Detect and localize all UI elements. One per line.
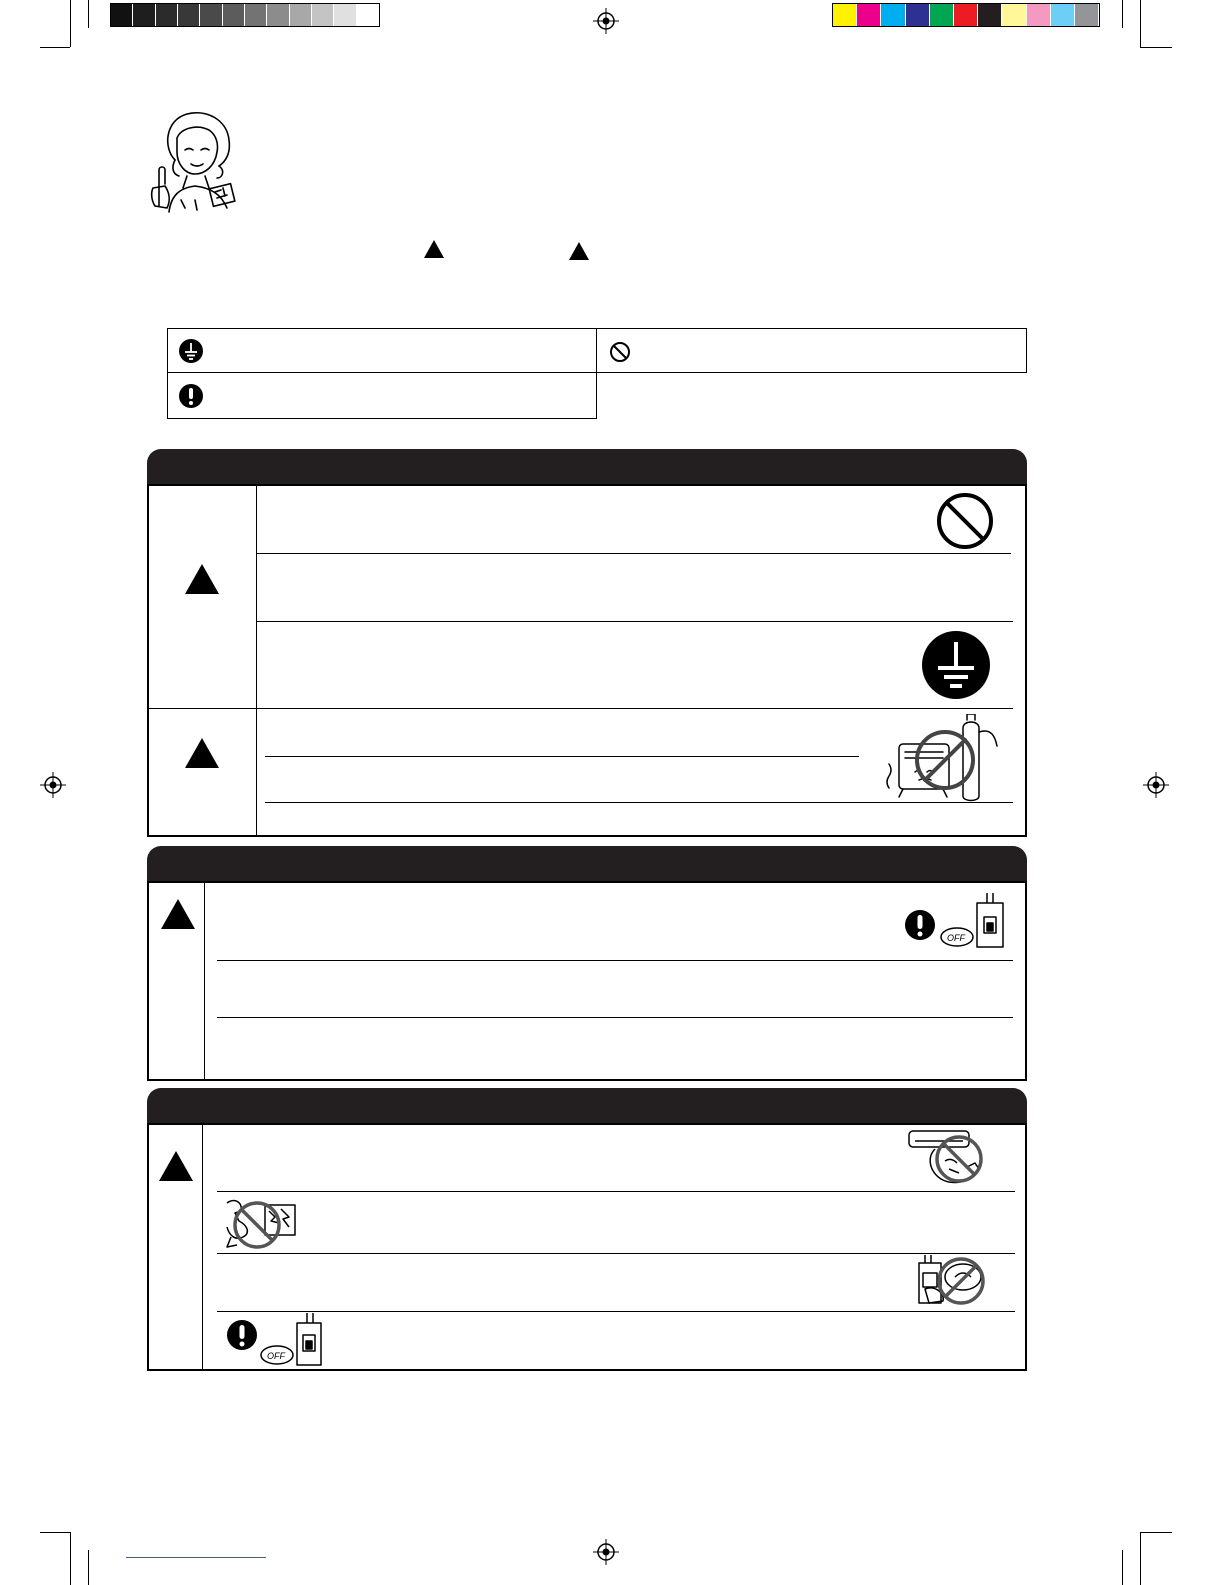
gray-swatch bbox=[290, 4, 312, 26]
exclamation-icon bbox=[179, 384, 203, 408]
gray-swatch bbox=[334, 4, 356, 26]
crop-mark bbox=[40, 1532, 70, 1533]
color-swatch bbox=[954, 4, 978, 26]
row-divider bbox=[257, 708, 1013, 709]
section-body-1 bbox=[147, 484, 1027, 837]
gray-swatch bbox=[357, 4, 379, 26]
no-hanging-on-unit-icon bbox=[905, 1127, 995, 1189]
no-fingers-in-outlet-icon bbox=[221, 1197, 301, 1253]
color-swatch bbox=[930, 4, 954, 26]
registration-target-icon bbox=[593, 8, 619, 34]
row-divider bbox=[217, 1191, 1015, 1192]
color-swatch bbox=[857, 4, 881, 26]
gray-swatch bbox=[312, 4, 334, 26]
row-divider bbox=[265, 756, 859, 757]
section-header-3 bbox=[147, 1088, 1027, 1124]
legend-cell-earth bbox=[167, 328, 597, 373]
color-swatch bbox=[978, 4, 1002, 26]
registration-target-icon bbox=[1143, 772, 1169, 798]
warning-triangle-icon bbox=[159, 1151, 193, 1181]
crop-mark bbox=[40, 47, 70, 48]
section-body-2 bbox=[147, 881, 1027, 1081]
row-divider bbox=[257, 621, 1013, 622]
color-swatch bbox=[1027, 4, 1051, 26]
exclamation-icon bbox=[227, 1320, 257, 1350]
crop-mark bbox=[1122, 0, 1123, 28]
row-divider bbox=[217, 1017, 1013, 1018]
grayscale-calibration-bar bbox=[110, 3, 380, 27]
crop-mark bbox=[88, 0, 89, 28]
crop-mark bbox=[1140, 47, 1172, 48]
crop-mark bbox=[88, 1550, 89, 1585]
warning-triangle-icon bbox=[424, 240, 444, 258]
legend-cell-prohibited bbox=[596, 328, 1027, 373]
gray-swatch bbox=[245, 4, 267, 26]
color-swatch bbox=[833, 4, 857, 26]
breaker-off-icon bbox=[259, 1311, 329, 1369]
color-swatch bbox=[881, 4, 905, 26]
warning-triangle-icon bbox=[161, 899, 195, 929]
crop-mark bbox=[1122, 1550, 1123, 1585]
gray-swatch bbox=[223, 4, 245, 26]
gray-swatch bbox=[178, 4, 200, 26]
row-divider bbox=[257, 553, 1011, 554]
svg-text:OFF: OFF bbox=[267, 1351, 285, 1361]
color-calibration-bar bbox=[832, 3, 1100, 27]
crop-mark bbox=[1140, 1532, 1172, 1533]
warning-triangle-icon bbox=[569, 242, 589, 260]
legend-cell-mandatory bbox=[167, 372, 597, 419]
earth-ground-icon bbox=[921, 630, 991, 700]
color-swatch bbox=[906, 4, 930, 26]
exclamation-icon bbox=[905, 910, 935, 940]
crop-mark bbox=[1140, 1532, 1141, 1585]
gas-cylinder-prohibited-icon bbox=[879, 714, 1004, 804]
warning-triangle-icon bbox=[185, 564, 219, 594]
footer-rule bbox=[126, 1557, 266, 1558]
earth-ground-icon bbox=[179, 339, 203, 363]
color-swatch bbox=[1051, 4, 1075, 26]
gray-swatch bbox=[111, 4, 133, 26]
symbol-legend-table bbox=[167, 328, 1027, 419]
color-swatch bbox=[1002, 4, 1026, 26]
woman-pointing-icon bbox=[145, 108, 245, 213]
row-divider bbox=[217, 1311, 1015, 1312]
prohibited-icon bbox=[609, 341, 631, 363]
crop-mark bbox=[1140, 0, 1141, 47]
gray-swatch bbox=[267, 4, 289, 26]
section-header-1 bbox=[147, 449, 1027, 485]
breaker-off-icon bbox=[939, 891, 1009, 951]
crop-mark bbox=[70, 0, 71, 47]
no-wet-hands-breaker-icon bbox=[911, 1253, 991, 1311]
gray-swatch bbox=[200, 4, 222, 26]
row-divider bbox=[217, 960, 1013, 961]
gray-swatch bbox=[133, 4, 155, 26]
prohibited-icon bbox=[935, 491, 995, 551]
color-swatch bbox=[1075, 4, 1099, 26]
gray-swatch bbox=[156, 4, 178, 26]
registration-target-icon bbox=[593, 1539, 619, 1565]
section-body-3 bbox=[147, 1123, 1027, 1371]
crop-mark bbox=[70, 1532, 71, 1585]
section-header-2 bbox=[147, 846, 1027, 882]
registration-target-icon bbox=[40, 772, 66, 798]
warning-triangle-icon bbox=[185, 738, 219, 768]
row-divider bbox=[217, 1253, 1015, 1254]
svg-text:OFF: OFF bbox=[947, 933, 965, 943]
